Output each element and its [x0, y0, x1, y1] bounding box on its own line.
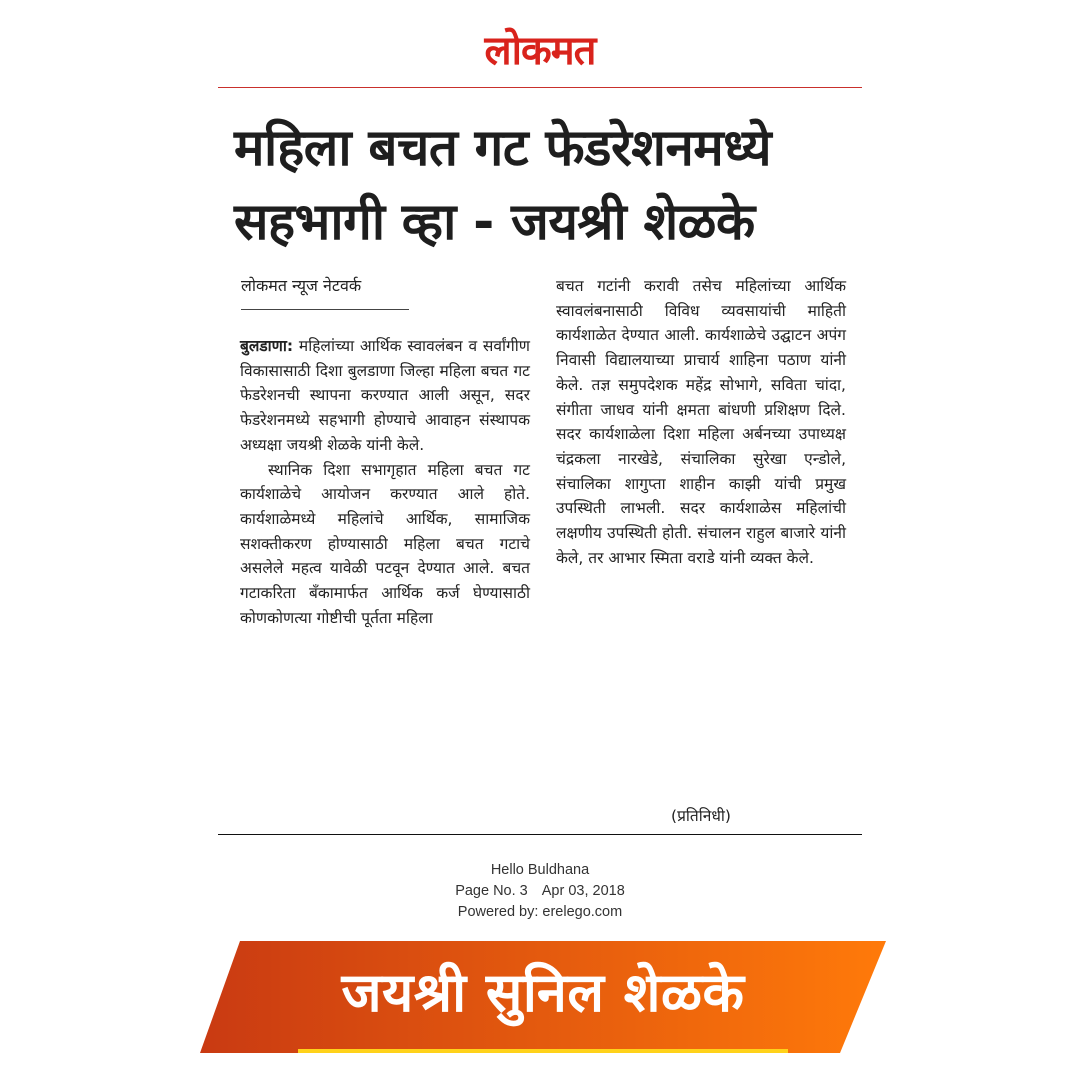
headline-line-2: सहभागी व्हा - जयश्री शेळके	[234, 193, 755, 252]
footer-date: Apr 03, 2018	[541, 883, 625, 899]
top-rule	[218, 87, 862, 88]
banner-underline	[298, 1049, 788, 1053]
name-banner	[200, 941, 886, 1053]
footer-powered-by: Powered by: erelego.com	[457, 904, 623, 920]
article-column-right	[556, 274, 846, 570]
newspaper-masthead	[0, 22, 1080, 80]
bottom-rule	[218, 834, 862, 835]
lead-text: महिलांच्या आर्थिक स्वावलंबन व सर्वांगीण विकासासाठी दिशा बुलडाणा जिल्हा महिला बचत गट फेडरेशनची स्थापना करण्यात आली असून, सदर फेडरेशनमध्ये सहभागी होण्याचे आवाहन संस्थापक अध्यक्षा जयश्री शेळके यांनी केले.	[240, 337, 530, 454]
byline-rule	[241, 309, 409, 310]
article-headline	[234, 112, 854, 260]
body-paragraph-2: स्थानिक दिशा सभागृहात महिला बचत गट कार्यशाळेचे आयोजन करण्यात आले होते. कार्यशाळेमध्ये महिलांचे आर्थिक, सामाजिक सशक्तीकरण होण्यासाठी महिला बचत गटाचे असलेले महत्व यावेळी पटवून देण्यात आले. बचत गटाकरिता बँकामार्फत आर्थिक कर्ज घेण्यासाठी कोणकोणत्या गोष्टीची पूर्तता महिला	[240, 460, 530, 627]
body-paragraph-3: बचत गटांनी करावी तसेच महिलांच्या आर्थिक स्वावलंबनासाठी विविध व्यवसायांची माहिती कार्यशाळेत देण्यात आली. कार्यशाळेचे उद्घाटन अपंग निवासी विद्यालयाच्या प्राचार्य शाहिना पठाण यांनी केले. तज्ञ समुपदेशक महेंद्र सोभागे, सविता चांदा, संगीता जाधव यांनी क्षमता बांधणी प्रशिक्षण दिले. सदर कार्यशाळेला दिशा महिला अर्बनच्या उपाध्यक्ष चंद्रकला नारखेडे, संचालिका सुरेखा एन्डोले, संचालिका शागुप्ता शाहीन काझी यांची प्रमुख उपस्थिती लाभली. सदर कार्यशाळेस महिलांची लक्षणीय उपस्थिती होती. संचालन राहुल बाजारे यांनी केले, तर आभार स्मिता वराडे यांनी व्यक्त केले.	[556, 277, 846, 567]
dateline: बुलडाणा:	[240, 337, 294, 355]
clipping-footer	[390, 860, 690, 923]
article-byline: लोकमत न्यूज नेटवर्क	[241, 276, 362, 295]
lead-paragraph	[240, 334, 530, 458]
banner-name: जयश्री सुनिल शेळके	[341, 961, 745, 1024]
footer-page-no: Page No. 3	[455, 883, 528, 899]
masthead-logo: लोकमत	[484, 28, 596, 74]
footer-page-line	[390, 881, 690, 902]
footer-source: Hello Buldhana	[490, 862, 590, 878]
article-signoff: (प्रतिनिधी)	[671, 807, 731, 825]
article-column-left	[240, 334, 530, 630]
headline-line-1: महिला बचत गट फेडरेशनमध्ये	[234, 119, 772, 178]
